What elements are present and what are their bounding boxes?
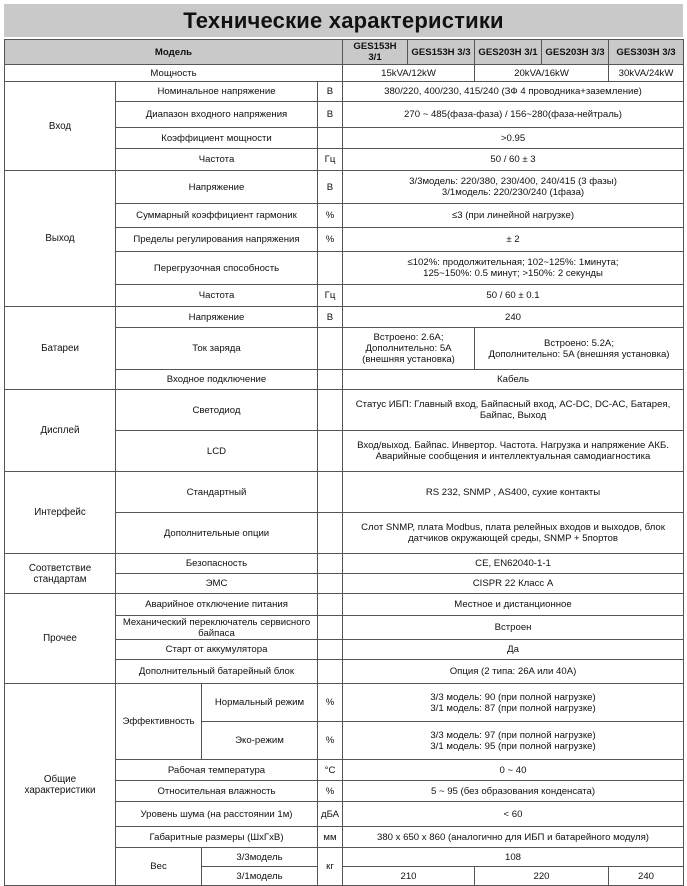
power-value-30: 30kVA/24kW — [609, 65, 684, 82]
row-label: Частота — [116, 285, 318, 307]
row-unit: % — [318, 722, 343, 760]
row-label: Рабочая температура — [116, 760, 318, 781]
row-label: Номинальное напряжение — [116, 82, 318, 102]
value-line: Байпас, Выход — [479, 410, 547, 421]
weight-value-20: 220 — [475, 867, 609, 886]
row-unit — [318, 640, 343, 660]
weight-value-15: 210 — [343, 867, 475, 886]
value-line: Дополнительно: 5A (внешняя установка) — [488, 348, 670, 360]
row-unit — [318, 128, 343, 149]
row-value: 50 / 60 ± 0.1 — [343, 285, 684, 307]
row-label: 3/3модель — [202, 848, 318, 867]
row-value: 270 ~ 485(фаза-фаза) / 156~280(фаза-нейтраль) — [343, 102, 684, 128]
table-row — [5, 472, 684, 513]
power-value-20: 20kVA/16kW — [475, 65, 609, 82]
value-line: Статус ИБП: Главный вход, Байпасный вход, AC-DC, DC-AC, Батарея, — [355, 399, 671, 410]
row-value — [343, 390, 684, 431]
row-unit: кг — [318, 848, 343, 886]
group-output: Выход — [5, 171, 116, 307]
value-line: 3/3модель: 220/380, 230/400, 240/415 (3 фазы) — [409, 176, 617, 187]
table-row — [5, 684, 684, 722]
row-label: Уровень шума (на расстоянии 1м) — [116, 802, 318, 827]
spec-table — [4, 39, 684, 886]
row-label: ЭМС — [116, 574, 318, 594]
row-unit — [318, 594, 343, 616]
row-label: LCD — [116, 431, 318, 472]
row-value: 0 ~ 40 — [343, 760, 684, 781]
row-unit: дБА — [318, 802, 343, 827]
row-label: Напряжение — [116, 171, 318, 204]
row-label: Дополнительный батарейный блок — [116, 660, 318, 684]
row-value: Встроен — [343, 616, 684, 640]
row-label: Суммарный коэффициент гармоник — [116, 204, 318, 228]
value-line: Встроено: 5.2A; — [544, 337, 614, 349]
row-unit: В — [318, 307, 343, 328]
header-row — [5, 40, 684, 65]
row-unit: В — [318, 82, 343, 102]
row-label: Ток заряда — [116, 328, 318, 370]
row-unit: Гц — [318, 285, 343, 307]
row-value — [343, 684, 684, 722]
row-label: 3/1модель — [202, 867, 318, 886]
group-interface: Интерфейс — [5, 472, 116, 554]
row-unit — [318, 513, 343, 554]
row-unit — [318, 431, 343, 472]
value-line: 3/3 модель: 97 (при полной нагрузке) — [430, 729, 596, 741]
row-unit: В — [318, 102, 343, 128]
table-row — [5, 82, 684, 102]
row-label: Коэффициент мощности — [116, 128, 318, 149]
row-unit: % — [318, 228, 343, 252]
row-label: Диапазон входного напряжения — [116, 102, 318, 128]
row-value — [343, 722, 684, 760]
value-line: 125~150%: 0.5 минут; >150%: 2 секунды — [423, 268, 603, 279]
row-label: Частота — [116, 149, 318, 171]
row-label: Старт от аккумулятора — [116, 640, 318, 660]
value-line: 3/1модель: 220/230/240 (1фаза) — [441, 187, 585, 198]
row-unit: °C — [318, 760, 343, 781]
charge-current-20-30 — [475, 328, 684, 370]
value-line: ≤102%: продолжительная; 102~125%: 1минута; — [407, 257, 619, 268]
row-unit: Гц — [318, 149, 343, 171]
row-label: Нормальный режим — [202, 684, 318, 722]
model-label: Модель — [5, 40, 343, 65]
weight-label: Вес — [116, 848, 202, 886]
model-1: GES153H 3/1 — [343, 40, 408, 65]
row-unit: % — [318, 781, 343, 802]
group-input: Вход — [5, 82, 116, 171]
row-label: Входное подключение — [116, 370, 318, 390]
value-line: Слот SNMP, плата Modbus, плата релейных входов и выходов, блок — [361, 522, 665, 533]
row-label: Перегрузочная способность — [116, 252, 318, 285]
row-unit — [318, 252, 343, 285]
value-line: (внешняя установка) — [362, 354, 455, 365]
row-value: ± 2 — [343, 228, 684, 252]
row-value: >0.95 — [343, 128, 684, 149]
group-standards: Соответствие стандартам — [5, 554, 116, 594]
charge-current-15 — [343, 328, 475, 370]
row-unit — [318, 370, 343, 390]
row-unit: мм — [318, 827, 343, 848]
row-label: Безопасность — [116, 554, 318, 574]
row-unit — [318, 328, 343, 370]
row-unit — [318, 472, 343, 513]
row-label: Светодиод — [116, 390, 318, 431]
row-value: Местное и дистанционное — [343, 594, 684, 616]
value-line: Встроено: 2.6A; — [373, 332, 444, 343]
weight-value-30: 240 — [609, 867, 684, 886]
row-value: 380 x 650 x 860 (аналогично для ИБП и батарейного модуля) — [343, 827, 684, 848]
group-battery: Батареи — [5, 307, 116, 390]
row-label: Стандартный — [116, 472, 318, 513]
power-row — [5, 65, 684, 82]
group-general: Общие характеристики — [5, 684, 116, 886]
value-line: Вход/выход. Байпас. Инвертор. Частота. Нагрузка и напряжение АКБ. — [357, 440, 669, 451]
power-label: Мощность — [5, 65, 343, 82]
power-value-15: 15kVA/12kW — [343, 65, 475, 82]
group-other: Прочее — [5, 594, 116, 684]
row-value: < 60 — [343, 802, 684, 827]
row-value: Кабель — [343, 370, 684, 390]
row-label: Относительная влажность — [116, 781, 318, 802]
model-2: GES153H 3/3 — [408, 40, 475, 65]
row-value: 380/220, 400/230, 415/240 (ЗФ 4 проводника+заземление) — [343, 82, 684, 102]
row-unit: % — [318, 204, 343, 228]
row-value — [343, 513, 684, 554]
row-label: Механический переключатель сервисного байпаса — [116, 616, 318, 640]
value-line: 3/1 модель: 95 (при полной нагрузке) — [430, 740, 596, 752]
model-4: GES203H 3/3 — [542, 40, 609, 65]
row-label: Габаритные размеры (ШxГxВ) — [116, 827, 318, 848]
value-line: 3/1 модель: 87 (при полной нагрузке) — [430, 702, 596, 714]
row-unit — [318, 616, 343, 640]
value-line: Дополнительно: 5A — [365, 343, 452, 354]
row-label: Напряжение — [116, 307, 318, 328]
page-title: Технические характеристики — [4, 4, 683, 37]
row-value: 108 — [343, 848, 684, 867]
row-value — [343, 431, 684, 472]
table-row — [5, 554, 684, 574]
row-label: Дополнительные опции — [116, 513, 318, 554]
row-unit — [318, 390, 343, 431]
table-row — [5, 594, 684, 616]
row-label: Эко-режим — [202, 722, 318, 760]
row-unit — [318, 574, 343, 594]
row-value: 240 — [343, 307, 684, 328]
table-row — [5, 390, 684, 431]
model-5: GES303H 3/3 — [609, 40, 684, 65]
table-row — [5, 307, 684, 328]
row-label: Аварийное отключение питания — [116, 594, 318, 616]
efficiency-label: Эффективность — [116, 684, 202, 760]
group-display: Дисплей — [5, 390, 116, 472]
row-unit — [318, 554, 343, 574]
row-value — [343, 252, 684, 285]
row-value: 5 ~ 95 (без образования конденсата) — [343, 781, 684, 802]
row-value: ≤3 (при линейной нагрузке) — [343, 204, 684, 228]
row-label: Пределы регулирования напряжения — [116, 228, 318, 252]
row-unit — [318, 660, 343, 684]
row-value: CISPR 22 Класс А — [343, 574, 684, 594]
row-value: Да — [343, 640, 684, 660]
row-value: Опция (2 типа: 26A или 40A) — [343, 660, 684, 684]
value-line: Аварийные сообщения и интеллектуальная самодиагностика — [375, 451, 651, 462]
row-value: CE, EN62040-1-1 — [343, 554, 684, 574]
table-row — [5, 171, 684, 204]
model-3: GES203H 3/1 — [475, 40, 542, 65]
value-line: датчиков окружающей среды, SNMP + 5портов — [408, 533, 618, 544]
row-value — [343, 171, 684, 204]
row-unit: В — [318, 171, 343, 204]
row-unit: % — [318, 684, 343, 722]
row-value: 50 / 60 ± 3 — [343, 149, 684, 171]
row-value: RS 232, SNMP , AS400, сухие контакты — [343, 472, 684, 513]
value-line: 3/3 модель: 90 (при полной нагрузке) — [430, 691, 596, 703]
